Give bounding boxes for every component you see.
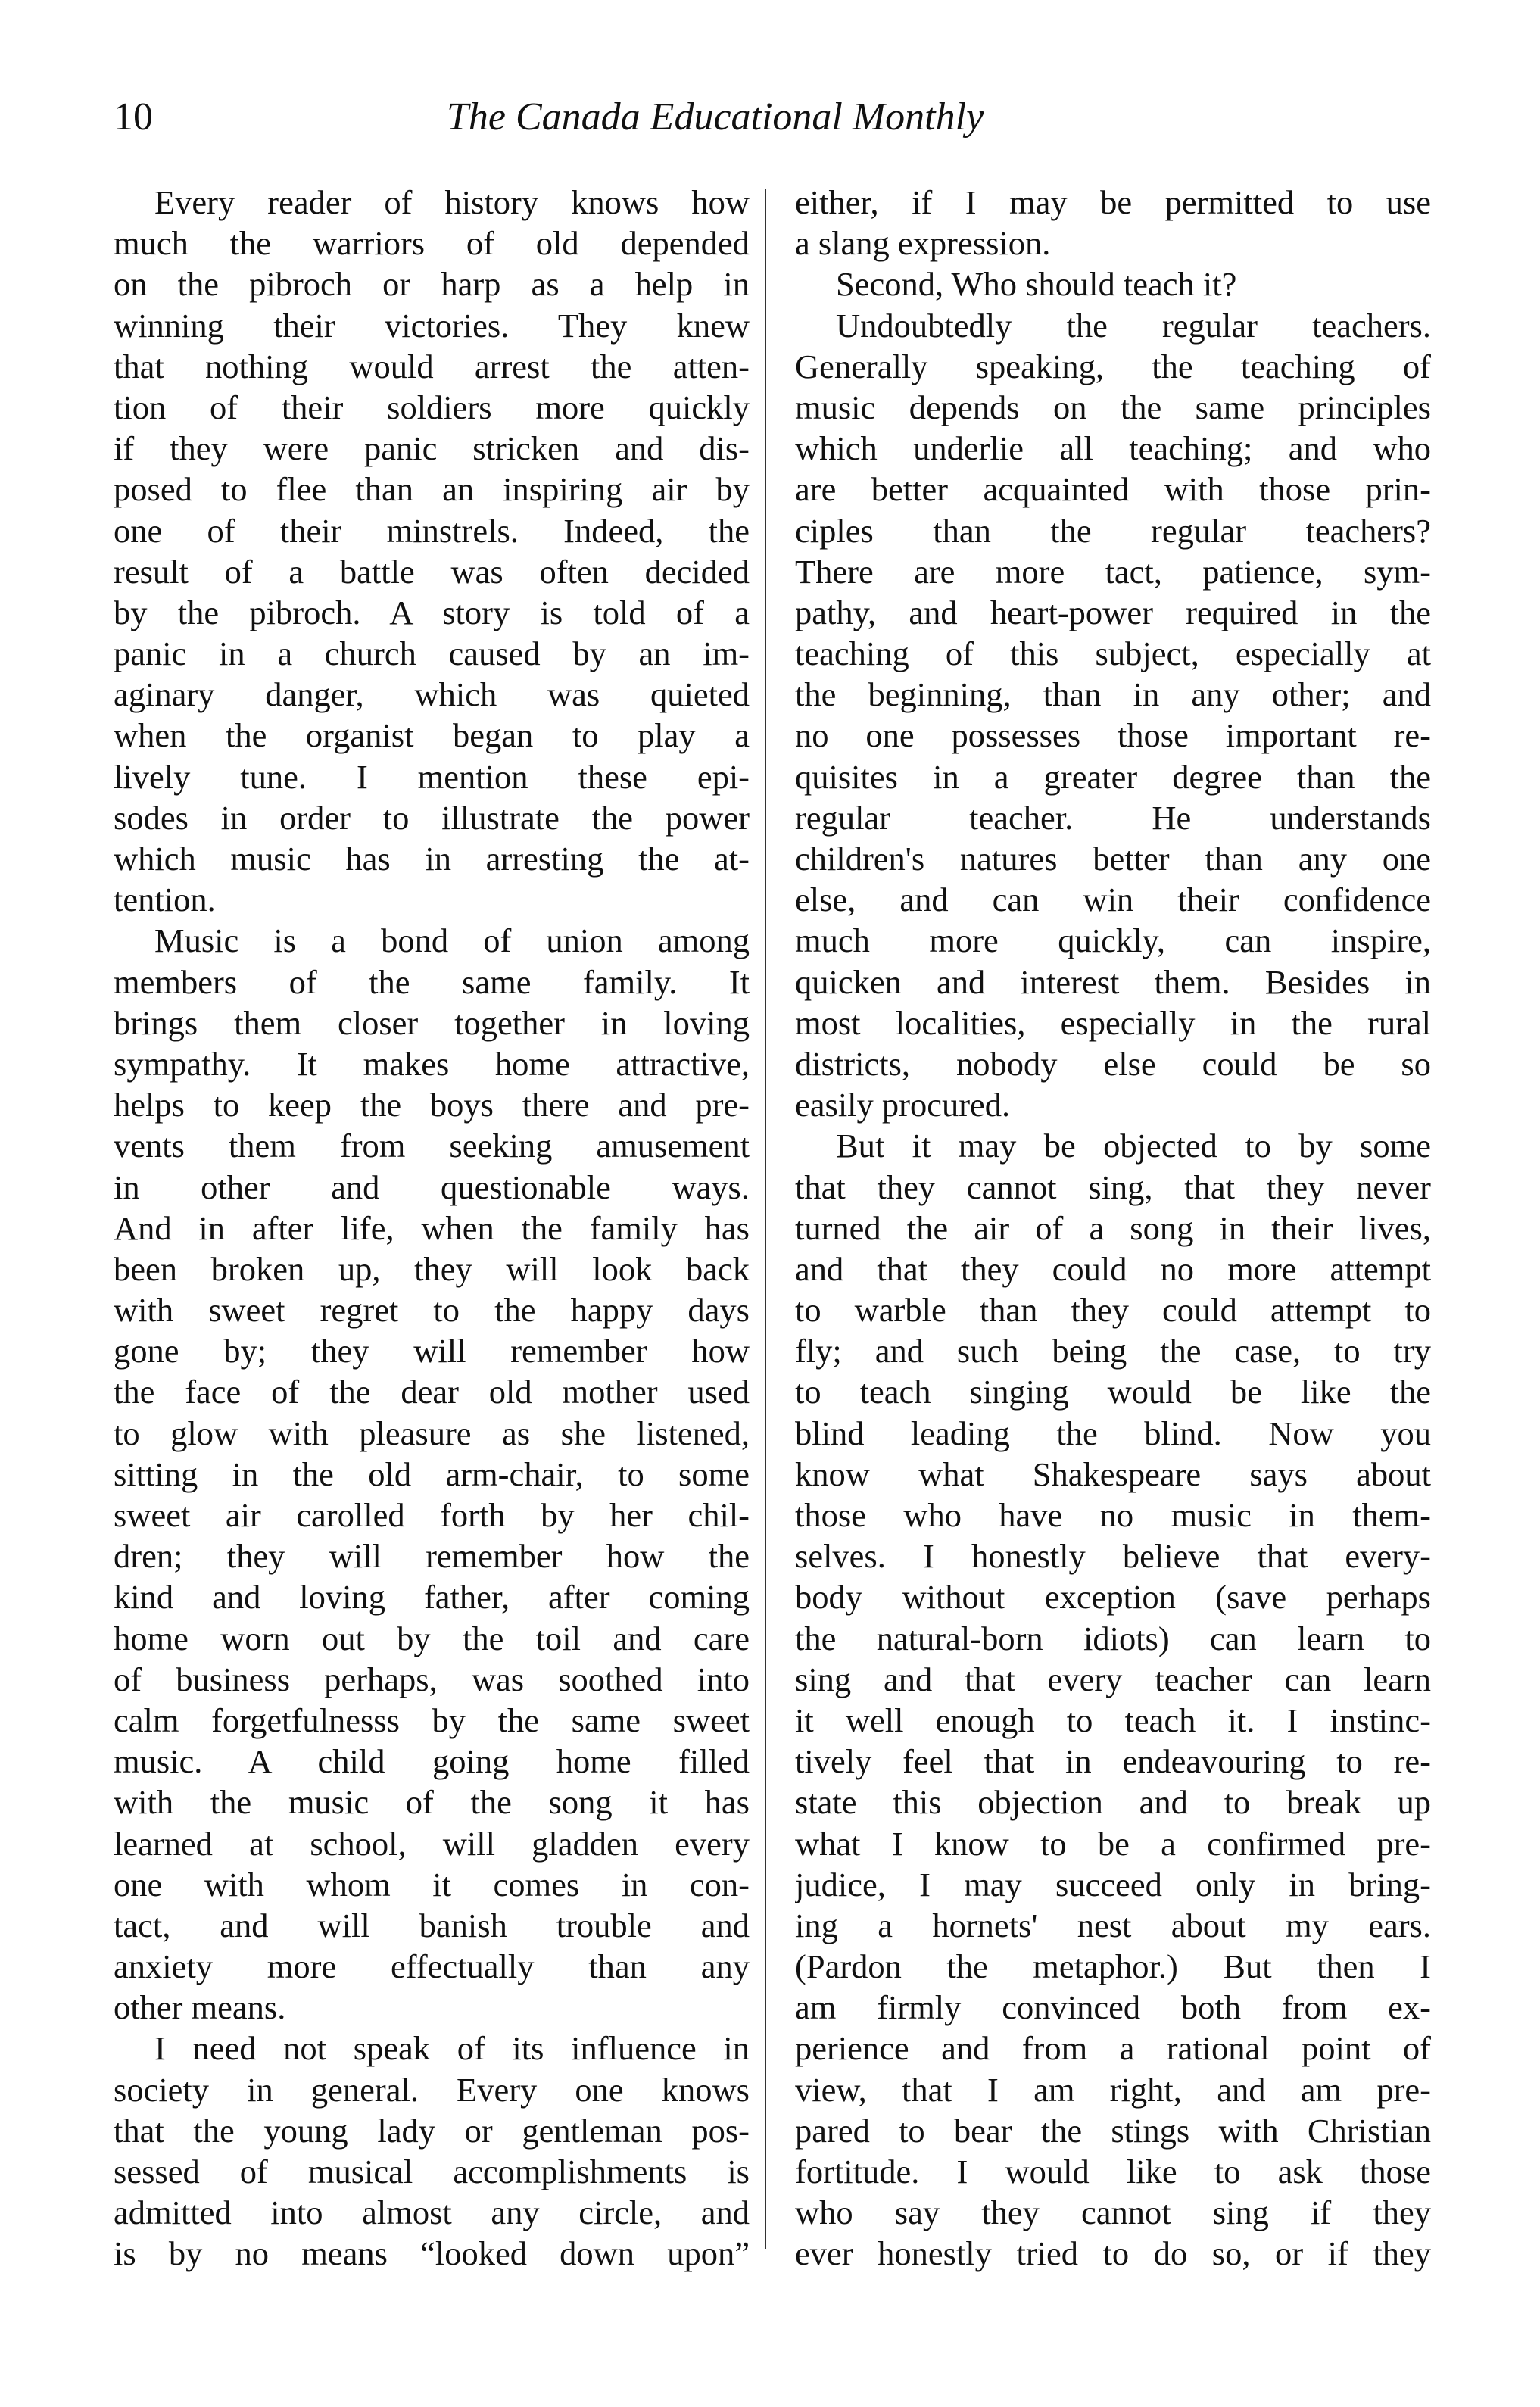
text-line: the natural-born idiots) can learn to [795,1619,1431,1657]
text-line: which music has in arresting the at- [114,840,750,878]
text-line: it well enough to teach it. I instinc- [795,1701,1431,1739]
text-line: the beginning, than in any other; and [795,675,1431,714]
text-line: selves. I honestly believe that every- [795,1537,1431,1576]
text-line: music. A child going home filled [114,1742,750,1781]
text-line: body without exception (save perhaps [795,1578,1431,1617]
text-line: know what Shakespeare says about [795,1454,1431,1493]
text-line: pathy, and heart-power required in the [795,593,1431,631]
text-line: that they cannot sing, that they never [795,1168,1431,1206]
text-line: to teach singing would be like the [795,1373,1431,1411]
text-line: on the pibroch or harp as a help in [114,265,750,304]
text-line: members of the same family. It [114,962,750,1001]
text-line: quicken and interest them. Besides in [795,962,1431,1001]
text-line: by the pibroch. A story is told of a [114,593,750,631]
text-line: am firmly convinced both from ex- [795,1988,1431,2027]
text-line: Generally speaking, the teaching of [795,347,1431,385]
text-line: sodes in order to illustrate the power [114,798,750,837]
text-line: sessed of musical accomplishments is [114,2153,750,2190]
text-line: fly; and such being the case, to try [795,1332,1431,1370]
text-line: with the music of the song it has [114,1783,750,1822]
text-line: a slang expression. [795,224,1051,263]
text-line: who say they cannot sing if they [795,2193,1431,2232]
text-line: aginary danger, which was quieted [114,675,750,714]
text-line: perience and from a rational point of [795,2029,1431,2068]
text-line: are better acquainted with those prin- [795,470,1431,509]
text-line: of business perhaps, was soothed into [114,1660,750,1698]
text-line: Undoubtedly the regular teachers. [836,306,1431,345]
text-line: state this objection and to break up [795,1783,1431,1822]
text-line: brings them closer together in loving [114,1003,750,1042]
text-line: when the organist began to play a [114,716,750,755]
text-line: helps to keep the boys there and pre- [114,1086,750,1124]
text-line: either, if I may be permitted to use [795,183,1431,221]
text-line: what I know to be a confirmed pre- [795,1824,1431,1863]
text-line: ciples than the regular teachers? [795,511,1431,550]
text-line: and that they could no more attempt [795,1249,1431,1288]
text-line: Every reader of history knows how [154,183,750,221]
left-column [114,182,750,2274]
text-line: sweet air carolled forth by her chil- [114,1496,750,1534]
text-line: But it may be objected to by some [836,1127,1431,1165]
text-line: regular teacher. He understands [795,798,1431,837]
text-line: And in after life, when the family has [114,1208,750,1247]
text-line: that nothing would arrest the atten- [114,347,750,385]
text-line: to glow with pleasure as she listened, [114,1414,750,1452]
text-line: been broken up, they will look back [114,1249,750,1288]
text-line: teaching of this subject, especially at [795,634,1431,673]
running-head: The Canada Educational Monthly [447,95,984,139]
text-line: much more quickly, can inspire, [795,921,1431,960]
text-line: ever honestly tried to do so, or if they [795,2234,1431,2273]
text-line: panic in a church caused by an im- [114,634,750,673]
text-line: one of their minstrels. Indeed, the [114,511,750,550]
text-line: no one possesses those important re- [795,716,1431,755]
text-line: other means. [114,1988,286,2027]
text-line: tention. [114,881,216,919]
text-line: learned at school, will gladden every [114,1824,750,1863]
text-line: is by no means “looked down upon” [114,2234,750,2273]
text-line: posed to flee than an inspiring air by [114,470,750,509]
text-line: home worn out by the toil and care [114,1619,750,1657]
text-line: There are more tact, patience, sym- [795,552,1431,591]
text-line: admitted into almost any circle, and [114,2193,750,2232]
text-line: one with whom it comes in con- [114,1865,750,1903]
text-line: (Pardon the metaphor.) But then I [795,1947,1431,1986]
text-line: pared to bear the stings with Christian [795,2111,1431,2150]
text-line: music depends on the same principles [795,388,1431,426]
text-line: sitting in the old arm-chair, to some [114,1454,750,1493]
text-line: winning their victories. They knew [114,306,750,345]
text-line: in other and questionable ways. [114,1168,750,1206]
text-line: blind leading the blind. Now you [795,1414,1431,1452]
text-line: ing a hornets' nest about my ears. [795,1906,1431,1944]
text-line: children's natures better than any one [795,840,1431,878]
text-line: with sweet regret to the happy days [114,1291,750,1330]
text-line: fortitude. I would like to ask those [795,2153,1431,2190]
text-line: vents them from seeking amusement [114,1127,750,1165]
text-line: turned the air of a song in their lives, [795,1208,1431,1247]
text-line: that the young lady or gentleman pos- [114,2111,750,2150]
text-line: judice, I may succeed only in bring- [795,1865,1431,1903]
text-line: view, that I am right, and am pre- [795,2070,1431,2109]
text-line: sing and that every teacher can learn [795,1660,1431,1698]
text-line: else, and can win their confidence [795,881,1431,919]
text-line: kind and loving father, after coming [114,1578,750,1617]
text-line: sympathy. It makes home attractive, [114,1044,750,1083]
text-line: tion of their soldiers more quickly [114,388,750,426]
text-line: Second, Who should teach it? [836,265,1237,304]
page-number: 10 [114,95,153,139]
text-line: tively feel that in endeavouring to re- [795,1742,1431,1781]
page-header [114,83,1461,151]
right-column [795,182,1431,2274]
text-line: Music is a bond of union among [154,921,750,960]
text-line: most localities, especially in the rural [795,1003,1431,1042]
text-line: I need not speak of its influence in [154,2029,750,2068]
text-line: districts, nobody else could be so [795,1044,1431,1083]
text-line: lively tune. I mention these epi- [114,757,750,796]
text-line: which underlie all teaching; and who [795,429,1431,468]
text-line: dren; they will remember how the [114,1537,750,1576]
text-line: calm forgetfulnesss by the same sweet [114,1701,750,1739]
text-line: to warble than they could attempt to [795,1291,1431,1330]
text-line: much the warriors of old depended [114,224,750,263]
text-line: those who have no music in them- [795,1496,1431,1534]
text-line: quisites in a greater degree than the [795,757,1431,796]
text-line: tact, and will banish trouble and [114,1906,750,1944]
column-divider [765,189,766,2249]
text-line: if they were panic stricken and dis- [114,429,750,468]
text-line: result of a battle was often decided [114,552,750,591]
text-line: gone by; they will remember how [114,1332,750,1370]
text-line: society in general. Every one knows [114,2070,750,2109]
text-line: anxiety more effectually than any [114,1947,750,1986]
text-line: the face of the dear old mother used [114,1373,750,1411]
text-line: easily procured. [795,1086,1011,1124]
